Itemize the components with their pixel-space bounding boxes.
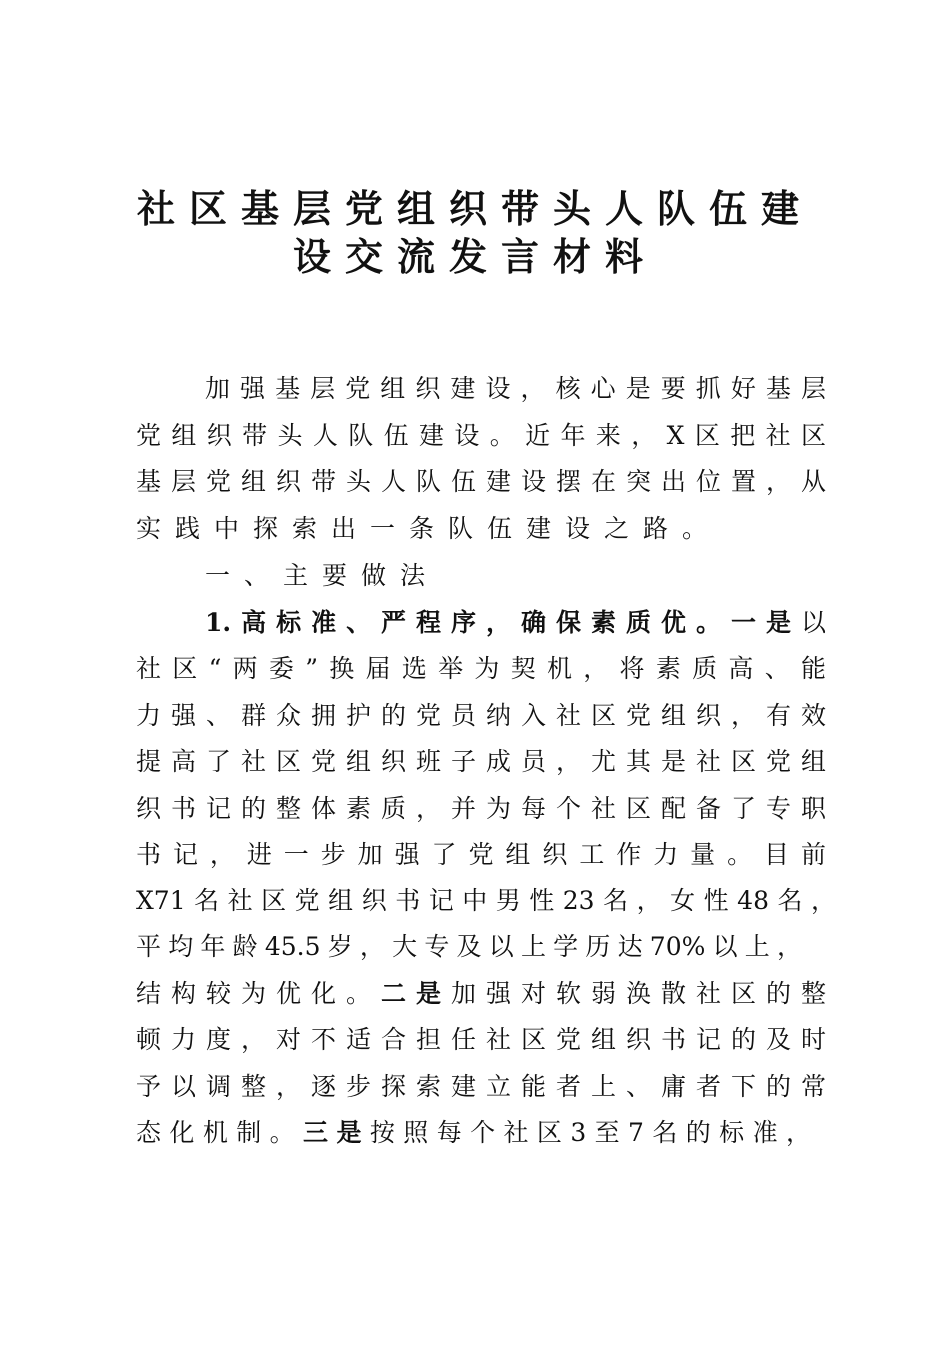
paragraph-line: 社区“两委”换届选举为契机，将素质高、能 bbox=[136, 654, 826, 683]
paragraph-line: X71名社区党组织书记中男性23名，女性48名， bbox=[136, 886, 836, 915]
paragraph-line: 予以调整，逐步探索建立能者上、庸者下的常 bbox=[136, 1072, 826, 1101]
paragraph-line: 基层党组织带头人队伍建设摆在突出位置，从 bbox=[136, 467, 826, 496]
document-title-line-2: 设交流发言材料 bbox=[292, 235, 657, 279]
point-marker: 一是 bbox=[730, 608, 801, 637]
subsection-heading-line bbox=[205, 607, 826, 639]
section-heading: 一、主要做法 bbox=[205, 561, 440, 590]
paragraph-text: 结构较为优化。 bbox=[136, 979, 381, 1008]
subsection-heading: 1.高标准、严程序，确保素质优。 bbox=[205, 608, 731, 637]
paragraph-line: 党组织带头人队伍建设。近年来，X区把社区 bbox=[136, 421, 826, 450]
paragraph-line: 力强、群众拥护的党员纳入社区党组织，有效 bbox=[136, 701, 826, 730]
paragraph-line: 实践中探索出一条队伍建设之路。 bbox=[136, 514, 722, 543]
paragraph-line: 书记，进一步加强了党组织工作力量。目前 bbox=[136, 840, 826, 869]
paragraph-line: 平均年龄45.5岁，大专及以上学历达70%以上， bbox=[136, 932, 802, 961]
paragraph-text: 加强对软弱涣散社区的整 bbox=[450, 979, 826, 1008]
paragraph-line-with-marker bbox=[136, 1117, 811, 1149]
paragraph-line: 织书记的整体素质，并为每个社区配备了专职 bbox=[136, 794, 826, 823]
paragraph-line-with-marker bbox=[136, 978, 826, 1010]
document-title-line-1: 社区基层党组织带头人队伍建 bbox=[136, 187, 813, 231]
paragraph-line: 提高了社区党组织班子成员，尤其是社区党组 bbox=[136, 747, 826, 776]
paragraph-text: 态化机制。 bbox=[136, 1118, 304, 1147]
paragraph-text: 以 bbox=[800, 608, 826, 637]
paragraph-line: 加强基层党组织建设，核心是要抓好基层 bbox=[205, 374, 826, 403]
paragraph-text: 按照每个社区3至7名的标准， bbox=[369, 1118, 811, 1147]
paragraph-line: 顿力度，对不适合担任社区党组织书记的及时 bbox=[136, 1025, 826, 1054]
point-marker: 二是 bbox=[380, 979, 451, 1008]
point-marker: 三是 bbox=[303, 1118, 370, 1147]
